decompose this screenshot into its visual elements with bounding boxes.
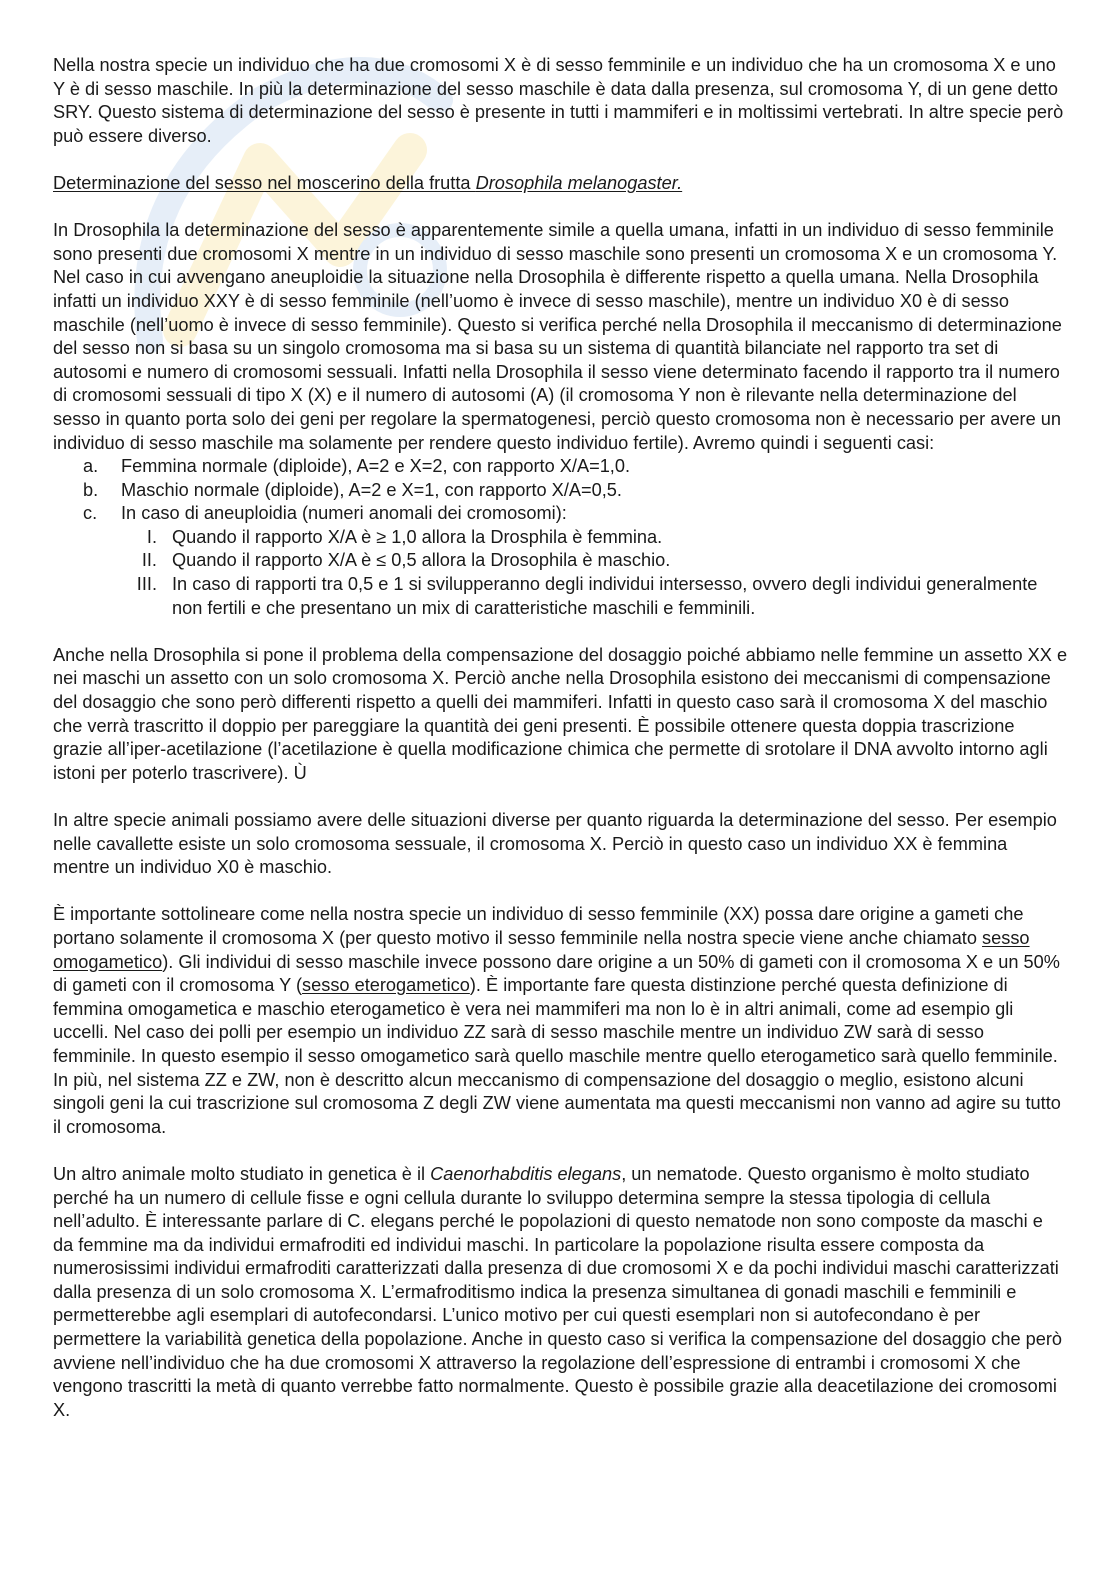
list-marker: c. <box>83 503 98 524</box>
sublist-marker: III. <box>136 574 157 595</box>
list-marker: b. <box>83 479 99 500</box>
sublist-text: In caso di rapporti tra 0,5 e 1 si svilupperanno degli individui intersesso, ovvero degli individui generalmente non fertili e che presentano un mix di caratteristiche maschili e femminili. <box>172 574 1038 618</box>
list-text: In caso di aneuploidia (numeri anomali dei cromosomi): <box>121 503 567 524</box>
term-heterogametic: sesso eterogametico <box>302 975 470 996</box>
text-segment: Un altro animale molto studiato in genetica è il <box>53 1163 431 1184</box>
document-body <box>53 54 1068 1446</box>
sublist-marker: II. <box>141 550 157 571</box>
sublist-item <box>121 573 1068 620</box>
list-item <box>53 479 1068 503</box>
paragraph-other-species: In altre specie animali possiamo avere delle situazioni diverse per quanto riguarda la determinazione del sesso. Per esempio nelle cavallette esiste un solo cromosoma sessuale, il cromosoma X. Perciò in questo caso un individuo XX è femmina mentre un individuo X0 è maschio. <box>53 810 1057 878</box>
paragraph-intro: Nella nostra specie un individuo che ha due cromosomi X è di sesso femminile e un individuo che ha un cromosoma X e uno Y è di sesso maschile. In più la determinazione del sesso maschile è data dalla presenza, sul cromosoma Y, di un gene detto SRY. Questo sistema di determinazione del sesso è presente in tutti i mammiferi e in moltissimi vertebrati. In altre specie però può essere diverso. <box>53 55 1064 146</box>
text-segment: , un nematode. Questo organismo è molto studiato perché ha un numero di cellule fisse e ogni cellula durante lo sviluppo determina sempre la stessa tipologia di cellula nell’adulto. È interessante parlare di C. elegans perché le popolazioni di questo nematode non sono composte da maschi e da femmine ma da individui ermafroditi ed individui maschi. In particolare la popolazione risulta essere composta da numerosissimi individui ermafroditi caratterizzati dalla presenza di due cromosomi X e da pochi individui maschi caratterizzati dalla presenza di un solo cromosoma X. L’ermafroditismo indica la presenza simultanea di gonadi maschili e femminili e permetterebbe agli esemplari di autofecondarsi. L’unico motivo per cui questi esemplari non si autofecondano è per permettere la variabilità genetica della popolazione. Anche in questo caso si verifica la compensazione del dosaggio che però avviene nell’individuo che ha due cromosomi X attraverso la regolazione dell’espressione di entrambi i cromosomi X che vengono trascritti la metà di quanto verrebbe fatto normalmente. Questo è possibile grazie alla deacetilazione dei cromosomi X. <box>53 1163 1063 1420</box>
list-marker: a. <box>83 456 99 477</box>
list-item <box>53 502 1068 620</box>
text-segment: È importante sottolineare come nella nostra specie un individuo di sesso femminile (XX) possa dare origine a gameti che portano solamente il cromosoma X (per questo motivo il sesso femminile nella nostra specie viene anche chiamato <box>53 904 1024 948</box>
cases-list <box>53 455 1068 620</box>
text-segment: ). È importante fare questa distinzione perché questa definizione di femmina omogametica e maschio eterogametico è vera nei mammiferi ma non lo è in altri animali, come ad esempio gli uccelli. Nel caso dei polli per esempio un individuo ZZ sarà di sesso maschile mentre un individuo ZW sarà di sesso femminile. In questo esempio il sesso omogametico sarà quello maschile mentre quello eterogametico sarà quello femminile. In più, nel sistema ZZ e ZW, non è descritto alcun meccanismo di compensazione del dosaggio o meglio, esistono alcuni singoli geni la cui trascrizione sul cromosoma Z degli ZW viene aumentata ma questi meccanismi non vanno ad agire su tutto il cromosoma. <box>53 975 1061 1137</box>
sublist-item <box>121 526 1068 550</box>
heading-species: Drosophila melanogaster. <box>475 172 683 193</box>
paragraph-drosophila: In Drosophila la determinazione del sesso è apparentemente simile a quella umana, infatti in un individuo di sesso femminile sono presenti due cromosomi X mentre in un individuo di sesso maschile sono presenti un cromosoma X e un cromosoma Y. Nel caso in cui avvengano aneuploidie la situazione nella Drosophila è differente rispetto a quella umana. Nella Drosophila infatti un individuo XXY è di sesso femminile (nell’uomo è invece di sesso maschile), mentre un individuo X0 è di sesso maschile (nell’uomo è invece di sesso femminile). Questo si verifica perché nella Drosophila il meccanismo di determinazione del sesso non si basa su un singolo cromosoma ma si basa su un sistema di quantità bilanciate nel rapporto tra set di autosomi e numero di cromosomi sessuali. Infatti nella Drosophila il sesso viene determinato facendo il rapporto tra il numero di cromosomi sessuali di tipo X (X) e il numero di autosomi (A) (il cromosoma Y non è rilevante nella determinazione del sesso in quanto porta solo dei geni per regolare la spermatogenesi, perciò questo cromosoma non è necessario per avere un individuo di sesso maschile ma solamente per rendere questo individuo fertile). Avremo quindi i seguenti casi: <box>53 220 1062 453</box>
paragraph-dosage-compensation: Anche nella Drosophila si pone il problema della compensazione del dosaggio poiché abbiamo nelle femmine un assetto XX e nei maschi un assetto con un solo cromosoma X. Perciò anche nella Drosophila esistono dei meccanismi di compensazione del dosaggio che sono però differenti rispetto a quelli dei mammiferi. Infatti in questo caso sarà il cromosoma X del maschio che verrà trascritto il doppio per pareggiare la quantità dei geni presenti. È possibile ottenere questa doppia trascrizione grazie all’iper-acetilazione (l’acetilazione è quella modificazione chimica che permette di srotolare il DNA avvolto intorno agli istoni per poterlo trascrivere). Ù <box>53 644 1068 783</box>
sublist-item <box>121 549 1068 573</box>
sublist-text: Quando il rapporto X/A è ≤ 0,5 allora la Drosophila è maschio. <box>172 550 671 571</box>
section-heading <box>53 172 1068 196</box>
list-text: Maschio normale (diploide), A=2 e X=1, con rapporto X/A=0,5. <box>121 479 622 500</box>
list-item <box>53 455 1068 479</box>
heading-text: Determinazione del sesso nel moscerino della frutta <box>53 172 476 193</box>
sublist-text: Quando il rapporto X/A è ≥ 1,0 allora la Drosphila è femmina. <box>172 526 663 547</box>
text-segment: ). Gli individui di sesso maschile invece possono dare origine a un 50% di gameti con il cromosoma X e un 50% di gameti con il cromosoma Y ( <box>53 951 1060 996</box>
species-name: Caenorhabditis elegans <box>430 1163 622 1184</box>
sublist-marker: I. <box>146 526 157 547</box>
subcases-list <box>121 526 1068 620</box>
list-text: Femmina normale (diploide), A=2 e X=2, con rapporto X/A=1,0. <box>121 456 631 477</box>
paragraph-c-elegans <box>53 1163 1068 1423</box>
section-heading-text <box>53 173 682 193</box>
term-homogametic: sesso omogametico <box>53 927 1030 972</box>
paragraph-gametes <box>53 903 1068 1139</box>
